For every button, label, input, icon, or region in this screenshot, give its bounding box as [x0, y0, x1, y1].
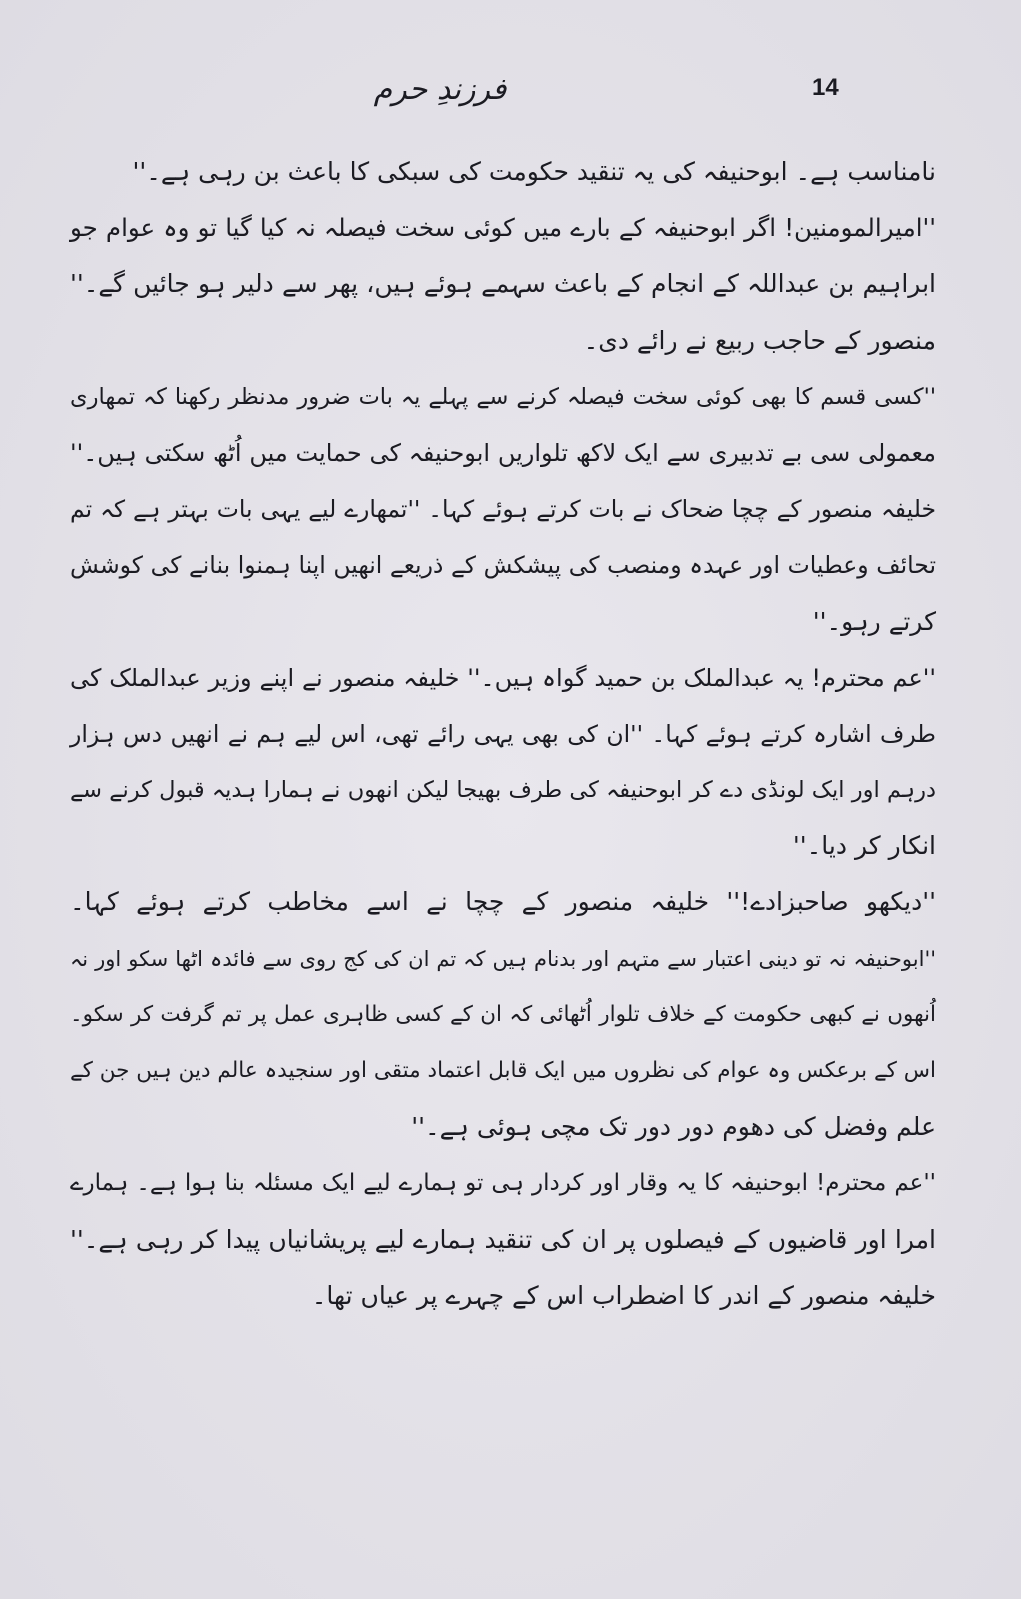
text-line: ''ابوحنیفہ نہ تو دینی اعتبار سے متہم اور بدنام ہیں کہ تم ان کی کج روی سے فائدہ اٹھا سکو اور نہ — [70, 946, 936, 971]
text-line: اُنھوں نے کبھی حکومت کے خلاف تلوار اُٹھائی کہ ان کے کسی ظاہری عمل پر تم گرفت کر سکو۔ — [70, 1001, 936, 1027]
text-line: ''دیکھو صاحبزادے!'' خلیفہ منصور کے چچا نے اسے مخاطب کرتے ہوئے کہا۔ — [70, 887, 936, 917]
paragraph — [70, 369, 936, 650]
body-text — [70, 144, 936, 1324]
paragraph — [70, 650, 936, 875]
text-line: ''امیرالمومنین! اگر ابوحنیفہ کے بارے میں کوئی سخت فیصلہ نہ کیا گیا تو وہ عوام جو — [70, 213, 936, 243]
paragraph — [70, 200, 936, 369]
text-line: اس کے برعکس وہ عوام کی نظروں میں ایک قابل اعتماد متقی اور سنجیدہ عالم دین ہیں جن کے — [70, 1058, 936, 1083]
text-line: تحائف وعطیات اور عہدہ ومنصب کی پیشکش کے ذریعے انھیں اپنا ہمنوا بنانے کی کوشش — [70, 551, 936, 580]
text-line: کرتے رہو۔'' — [812, 606, 936, 636]
text-line: منصور کے حاجب ربیع نے رائے دی۔ — [583, 325, 936, 355]
running-header-title: فرزندِ حرم — [373, 72, 507, 107]
text-line: معمولی سی بے تدبیری سے ایک لاکھ تلواریں ابوحنیفہ کی حمایت میں اُٹھ سکتی ہیں۔'' — [70, 438, 936, 467]
text-line: امرا اور قاضیوں کے فیصلوں پر ان کی تنقید ہمارے لیے پریشانیاں پیدا کر رہی ہے۔'' — [70, 1224, 936, 1254]
text-line: ''عم محترم! ابوحنیفہ کا یہ وقار اور کردار ہی تو ہمارے لیے ایک مسئلہ بنا ہوا ہے۔ ہمارے — [70, 1170, 936, 1197]
text-line: ''کسی قسم کا بھی کوئی سخت فیصلہ کرنے سے پہلے یہ بات ضرور مدنظر رکھنا کہ تمھاری — [70, 383, 936, 410]
paragraph — [70, 874, 936, 1155]
text-line: طرف اشارہ کرتے ہوئے کہا۔ ''ان کی بھی یہی رائے تھی، اس لیے ہم نے انھیں دس ہزار — [70, 719, 936, 748]
text-line: علم وفضل کی دھوم دور دور تک مچی ہوئی ہے۔'' — [411, 1112, 936, 1142]
text-line: خلیفہ منصور کے اندر کا اضطراب اس کے چہرے پر عیاں تھا۔ — [311, 1280, 936, 1310]
paragraph — [70, 144, 936, 200]
page-number: 14 — [812, 74, 839, 101]
text-line: ''عم محترم! یہ عبدالملک بن حمید گواہ ہیں۔'' خلیفہ منصور نے اپنے وزیر عبدالملک کی — [70, 663, 936, 692]
text-line: خلیفہ منصور کے چچا ضحاک نے بات کرتے ہوئے کہا۔ ''تمھارے لیے یہی بات بہتر ہے کہ تم — [70, 495, 936, 524]
text-line: درہم اور ایک لونڈی دے کر ابوحنیفہ کی طرف بھیجا لیکن انھوں نے ہمارا ہدیہ قبول کرنے سے — [70, 777, 936, 804]
text-line: انکار کر دیا۔'' — [792, 831, 936, 861]
text-line: ابراہیم بن عبداللہ کے انجام کے باعث سہمے ہوئے ہیں، پھر سے دلیر ہو جائیں گے۔'' — [70, 269, 936, 299]
paragraph — [70, 1155, 936, 1324]
text-line: نامناسب ہے۔ ابوحنیفہ کی یہ تنقید حکومت کی سبکی کا باعث بن رہی ہے۔'' — [132, 157, 936, 186]
